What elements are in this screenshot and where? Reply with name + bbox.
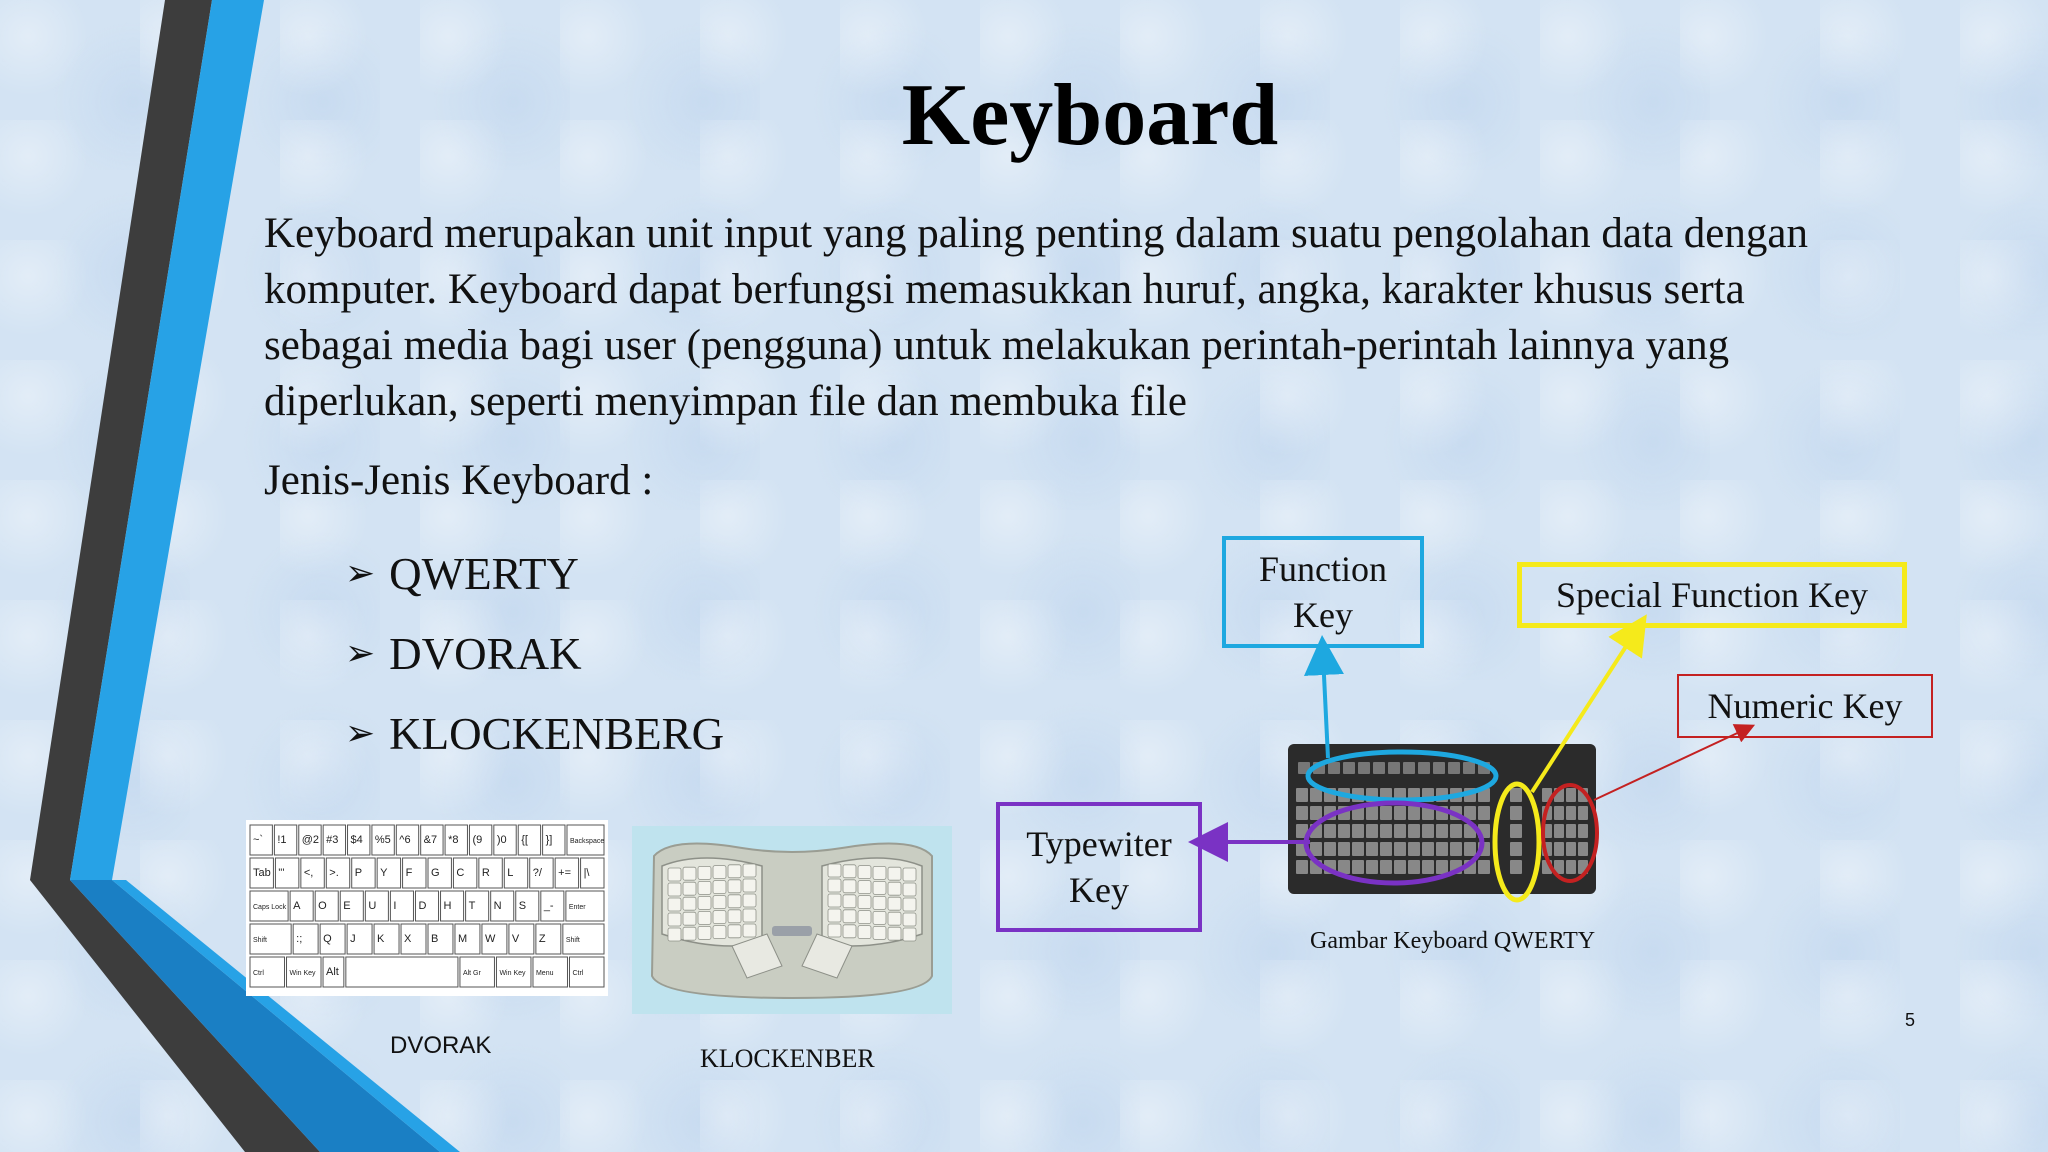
qwerty-key (1478, 860, 1490, 874)
qwerty-key (1554, 842, 1564, 856)
qwerty-key (1578, 860, 1588, 874)
qwerty-key (1298, 762, 1310, 774)
dvorak-key-label: ?/ (532, 867, 542, 879)
klockenberg-key (743, 864, 756, 877)
qwerty-key (1554, 860, 1564, 874)
qwerty-key (1510, 788, 1522, 802)
klockenberg-key (858, 911, 871, 924)
qwerty-key (1408, 788, 1420, 802)
klockenberg-key (903, 928, 916, 941)
qwerty-key (1464, 824, 1476, 838)
klockenberg-key (698, 896, 711, 909)
dvorak-key-label: W (484, 933, 496, 945)
klockenberg-key (728, 895, 741, 908)
qwerty-key (1338, 842, 1350, 856)
klockenberg-key (873, 926, 886, 939)
qwerty-key (1436, 842, 1448, 856)
qwerty-key (1554, 824, 1564, 838)
klockenberg-key (743, 909, 756, 922)
klockenberg-key (873, 866, 886, 879)
qwerty-key (1388, 762, 1400, 774)
keyboard-types-heading: Jenis-Jenis Keyboard : (264, 457, 654, 504)
dvorak-key-label: V (511, 933, 520, 945)
klockenberg-key (828, 879, 841, 892)
qwerty-key (1310, 788, 1322, 802)
qwerty-key (1338, 788, 1350, 802)
qwerty-key (1380, 860, 1392, 874)
qwerty-key (1463, 762, 1475, 774)
slide-title: Keyboard (901, 67, 1279, 164)
dvorak-key-label: F (405, 867, 413, 879)
dvorak-key-label: ~` (253, 834, 264, 846)
qwerty-key (1542, 806, 1552, 820)
qwerty-key (1464, 842, 1476, 856)
dvorak-key-label: Ctrl (253, 970, 264, 977)
qwerty-key (1394, 824, 1406, 838)
klockenberg-key (683, 897, 696, 910)
keyboard-types-list (345, 534, 724, 774)
klockenberg-key (888, 867, 901, 880)
list-item-label: DVORAK (389, 629, 582, 679)
dvorak-key-label: N (493, 900, 502, 912)
klockenberg-key (743, 894, 756, 907)
page-number: 5 (1905, 1010, 1916, 1030)
dvorak-key-label: *8 (448, 834, 459, 846)
klockenberg-key (903, 883, 916, 896)
function-key-label: Function Key (1222, 536, 1424, 648)
klockenberg-key (858, 881, 871, 894)
qwerty-key (1578, 842, 1588, 856)
qwerty-key (1448, 762, 1460, 774)
dvorak-key-label: O (318, 900, 327, 912)
qwerty-key (1358, 762, 1370, 774)
dvorak-key-label: Win Key (289, 970, 316, 977)
qwerty-key (1328, 762, 1340, 774)
qwerty-key (1408, 842, 1420, 856)
dvorak-key-label: A (293, 900, 301, 912)
klockenberg-key (888, 927, 901, 940)
klockenberg-key (873, 911, 886, 924)
qwerty-key (1422, 860, 1434, 874)
klockenberg-key (683, 867, 696, 880)
qwerty-key (1450, 860, 1462, 874)
qwerty-key (1352, 860, 1364, 874)
dvorak-key-label: += (558, 867, 572, 879)
dvorak-key-label: Shift (565, 937, 580, 944)
qwerty-key (1380, 788, 1392, 802)
dvorak-key-label: R (481, 867, 490, 879)
dvorak-key-label: _- (543, 900, 554, 912)
dvorak-key-label: {[ (521, 834, 528, 846)
qwerty-key (1566, 860, 1576, 874)
qwerty-key (1554, 788, 1564, 802)
klockenberg-key (713, 881, 726, 894)
dvorak-caption: DVORAK (390, 1032, 492, 1059)
dvorak-key-label: |\ (583, 867, 590, 879)
qwerty-key (1418, 762, 1430, 774)
qwerty-key (1554, 806, 1564, 820)
dvorak-key-label: )0 (496, 834, 507, 846)
klockenberg-key (698, 866, 711, 879)
klockenberg-key (683, 882, 696, 895)
qwerty-key (1366, 806, 1378, 820)
arrow-bullet-icon: ➢ (345, 633, 376, 674)
dvorak-key-label: Tab (253, 867, 271, 879)
dvorak-key-label: Shift (253, 937, 268, 944)
qwerty-key (1403, 762, 1415, 774)
dvorak-key-label: E (343, 900, 351, 912)
klockenberg-key (828, 864, 841, 877)
dvorak-key-label: !1 (277, 834, 287, 846)
klockenberg-key (888, 882, 901, 895)
qwerty-key (1450, 824, 1462, 838)
qwerty-key (1510, 842, 1522, 856)
qwerty-key (1578, 824, 1588, 838)
qwerty-key (1464, 806, 1476, 820)
qwerty-key (1324, 824, 1336, 838)
qwerty-key (1310, 860, 1322, 874)
dvorak-key-label: L (507, 867, 514, 879)
qwerty-key (1366, 824, 1378, 838)
qwerty-key (1324, 842, 1336, 856)
arrow-bullet-icon: ➢ (345, 553, 376, 594)
qwerty-key (1313, 762, 1325, 774)
dvorak-key-label: :; (296, 933, 303, 945)
qwerty-key (1510, 824, 1522, 838)
qwerty-key (1422, 842, 1434, 856)
qwerty-key (1433, 762, 1445, 774)
klockenberg-key (858, 926, 871, 939)
klockenberg-key (828, 894, 841, 907)
klockenberg-key (668, 868, 681, 881)
dvorak-key-label: >. (329, 867, 339, 879)
qwerty-key (1296, 788, 1308, 802)
qwerty-key (1566, 824, 1576, 838)
qwerty-key (1296, 806, 1308, 820)
dvorak-key-label: Caps Lock (253, 904, 287, 911)
klockenberg-key (873, 881, 886, 894)
dvorak-key-label: X (404, 933, 412, 945)
dvorak-key-label: Backspace (569, 838, 605, 845)
qwerty-key (1373, 762, 1385, 774)
qwerty-key (1478, 762, 1490, 774)
qwerty-key (1380, 842, 1392, 856)
qwerty-key (1408, 806, 1420, 820)
qwerty-key (1380, 806, 1392, 820)
dvorak-key-label: I (393, 900, 397, 912)
dvorak-key-label: #3 (326, 834, 339, 846)
qwerty-key (1450, 842, 1462, 856)
dvorak-key-label: B (431, 933, 439, 945)
dvorak-key-label: <, (303, 867, 314, 879)
dvorak-key-label: D (418, 900, 427, 912)
qwerty-key (1408, 860, 1420, 874)
qwerty-key (1343, 762, 1355, 774)
klockenberg-key (713, 926, 726, 939)
list-item (345, 534, 724, 614)
qwerty-key (1422, 806, 1434, 820)
klockenberg-key (743, 924, 756, 937)
dvorak-key-label: U (368, 900, 377, 912)
qwerty-key (1566, 788, 1576, 802)
qwerty-key (1542, 788, 1552, 802)
dvorak-key-label: K (377, 933, 385, 945)
klockenberg-key (668, 898, 681, 911)
qwerty-key (1566, 806, 1576, 820)
dvorak-key-label: G (431, 867, 440, 879)
klockenberg-key (843, 925, 856, 938)
qwerty-key (1542, 842, 1552, 856)
dvorak-key-label: Alt Gr (462, 970, 481, 977)
dvorak-key-label: ^6 (399, 834, 411, 846)
list-item (345, 614, 724, 694)
dvorak-key-label: "' (278, 867, 285, 879)
klockenberg-key (683, 912, 696, 925)
qwerty-key (1578, 788, 1588, 802)
qwerty-key (1352, 806, 1364, 820)
dvorak-key-label: Y (380, 867, 388, 879)
klockenberg-key (843, 880, 856, 893)
qwerty-key (1464, 860, 1476, 874)
klockenberg-key (668, 928, 681, 941)
qwerty-key (1324, 788, 1336, 802)
list-item-label: KLOCKENBERG (389, 709, 725, 759)
dvorak-key-label: Win Key (499, 970, 526, 977)
klockenberg-key (713, 896, 726, 909)
klockenberg-key (858, 896, 871, 909)
dvorak-key-label: C (456, 867, 465, 879)
dvorak-key-label: Menu (535, 970, 554, 977)
intro-paragraph: Keyboard merupakan unit input yang paling penting dalam suatu pengolahan data dengan komputer. Keyboard dapat berfungsi memasukkan huruf, angka, karakter khusus serta sebagai media bagi user (pengguna) untuk melakukan perintah-perintah lainnya yang diperlukan, seperti menyimpan file dan membuka file (264, 210, 1808, 425)
dvorak-key-label: Ctrl (572, 970, 584, 977)
list-item (345, 694, 724, 774)
dvorak-key-label: $4 (350, 834, 363, 846)
qwerty-key (1338, 824, 1350, 838)
qwerty-key (1366, 860, 1378, 874)
qwerty-key (1422, 824, 1434, 838)
qwerty-key (1338, 860, 1350, 874)
qwerty-key (1324, 806, 1336, 820)
qwerty-key (1408, 824, 1420, 838)
klockenberg-key (903, 898, 916, 911)
klockenberg-key (668, 883, 681, 896)
klockenberg-key (728, 910, 741, 923)
qwerty-key (1394, 860, 1406, 874)
qwerty-key (1478, 788, 1490, 802)
qwerty-key (1542, 824, 1552, 838)
qwerty-key (1578, 806, 1588, 820)
qwerty-key (1478, 806, 1490, 820)
klockenberg-key (698, 881, 711, 894)
dvorak-key-label: M (457, 933, 468, 945)
dvorak-key-label: @2 (301, 834, 320, 846)
klockenberg-key (843, 910, 856, 923)
qwerty-key (1422, 788, 1434, 802)
qwerty-key (1338, 806, 1350, 820)
qwerty-key (1436, 806, 1448, 820)
dvorak-key-label: }] (545, 834, 553, 846)
numeric-key-label: Numeric Key (1677, 674, 1933, 738)
qwerty-key (1310, 842, 1322, 856)
klockenberg-key (888, 912, 901, 925)
dvorak-key-label: Enter (568, 904, 586, 911)
dvorak-key-label: H (443, 900, 452, 912)
dvorak-key-label: S (518, 900, 527, 912)
qwerty-key (1296, 842, 1308, 856)
qwerty-key (1324, 860, 1336, 874)
klockenberg-key (828, 924, 841, 937)
klockenberg-key (888, 897, 901, 910)
klockenberg-key (858, 866, 871, 879)
qwerty-key (1296, 860, 1308, 874)
qwerty-keyboard-image (1286, 740, 1598, 898)
klockenberg-key (903, 868, 916, 881)
qwerty-key (1436, 860, 1448, 874)
qwerty-key (1366, 788, 1378, 802)
klockenberg-key (728, 925, 741, 938)
qwerty-key (1450, 788, 1462, 802)
qwerty-key (1464, 788, 1476, 802)
klockenberg-key (713, 866, 726, 879)
qwerty-key (1566, 842, 1576, 856)
klockenberg-key (683, 927, 696, 940)
klockenberg-key (698, 926, 711, 939)
typewriter-key-label: Typewiter Key (996, 802, 1202, 932)
qwerty-key (1510, 860, 1522, 874)
dvorak-key-label: T (468, 900, 476, 912)
klockenberg-key (873, 896, 886, 909)
qwerty-key (1394, 788, 1406, 802)
dvorak-key-label: %5 (374, 834, 391, 846)
dvorak-key-label: P (354, 867, 363, 879)
klockenberg-keyboard-image (632, 826, 952, 1014)
qwerty-key (1310, 806, 1322, 820)
qwerty-key (1352, 842, 1364, 856)
qwerty-key (1394, 842, 1406, 856)
klockenberg-key (728, 865, 741, 878)
klockenberg-key (843, 895, 856, 908)
klockenberg-key (698, 911, 711, 924)
dvorak-key-label: Alt (326, 966, 339, 978)
qwerty-key (1352, 824, 1364, 838)
dvorak-key-label: &7 (423, 834, 438, 846)
klockenberg-key (743, 879, 756, 892)
klockenberg-key (728, 880, 741, 893)
qwerty-key (1478, 824, 1490, 838)
dvorak-key-label: J (350, 933, 356, 945)
arrow-bullet-icon: ➢ (345, 713, 376, 754)
dvorak-key (346, 957, 458, 987)
qwerty-caption: Gambar Keyboard QWERTY (1310, 928, 1596, 954)
klockenberg-key (843, 865, 856, 878)
qwerty-key (1436, 824, 1448, 838)
qwerty-key (1366, 842, 1378, 856)
qwerty-key (1310, 824, 1322, 838)
qwerty-key (1542, 860, 1552, 874)
klockenberg-key (828, 909, 841, 922)
klockenberg-caption: KLOCKENBER (700, 1044, 875, 1073)
dvorak-key-label: (9 (472, 834, 483, 846)
qwerty-key (1436, 788, 1448, 802)
qwerty-key (1394, 806, 1406, 820)
klockenberg-key (668, 913, 681, 926)
klockenberg-key (903, 913, 916, 926)
qwerty-key (1380, 824, 1392, 838)
qwerty-key (1352, 788, 1364, 802)
qwerty-key (1478, 842, 1490, 856)
dvorak-key-label: Q (323, 933, 332, 945)
qwerty-key (1510, 806, 1522, 820)
klockenberg-key (713, 911, 726, 924)
special-function-key-label: Special Function Key (1517, 562, 1907, 628)
list-item-label: QWERTY (389, 549, 579, 599)
dvorak-keyboard-image (246, 820, 608, 996)
qwerty-key (1450, 806, 1462, 820)
dvorak-key-label: Z (538, 933, 546, 945)
qwerty-key (1296, 824, 1308, 838)
